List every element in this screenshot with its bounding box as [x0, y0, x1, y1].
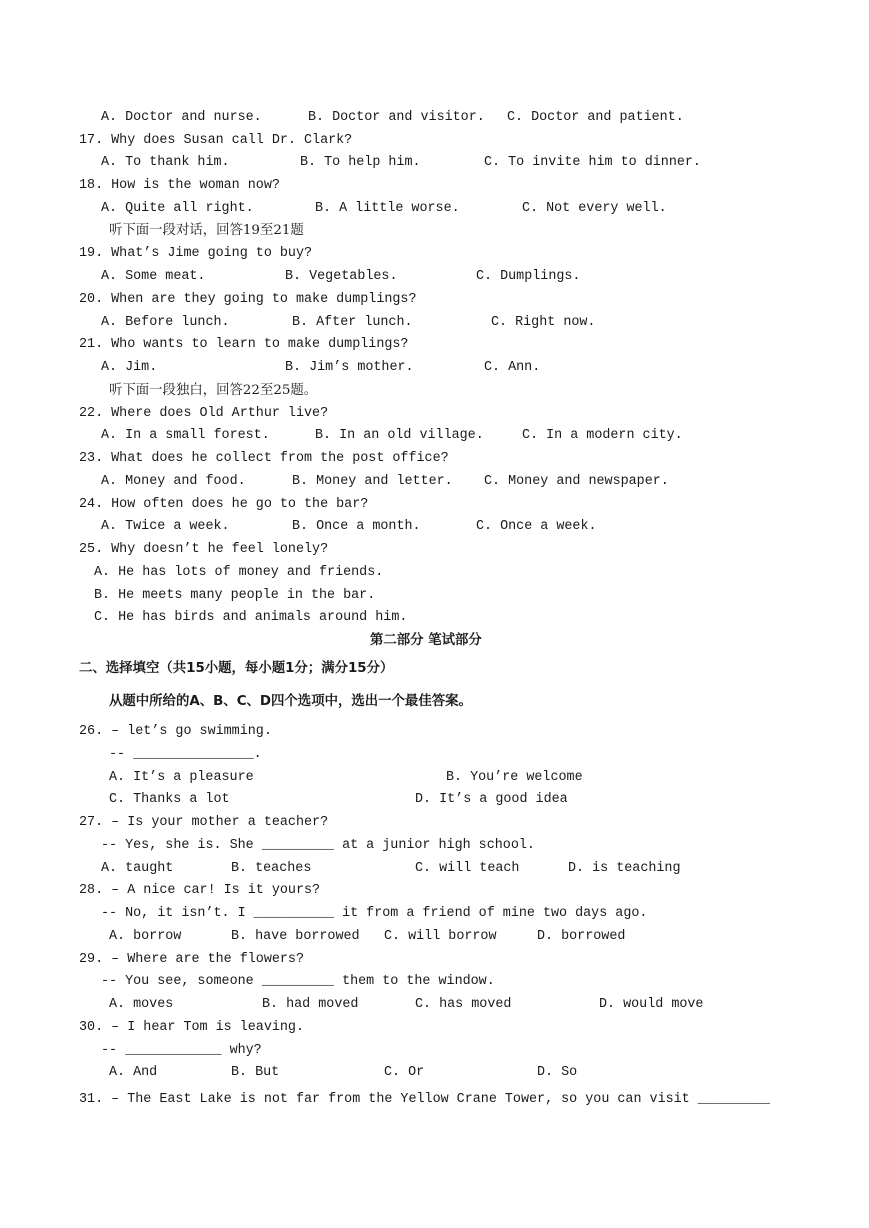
q28-option-b: B. have borrowed [231, 929, 360, 944]
q19-option-c: C. Dumplings. [476, 269, 581, 284]
q24-option-c: C. Once a week. [476, 519, 597, 534]
q20-option-b: B. After lunch. [292, 315, 413, 330]
q30-option-c: C. Or [384, 1065, 425, 1080]
q28-option-d: D. borrowed [537, 929, 626, 944]
q28-option-a: A. borrow [109, 929, 182, 944]
q18-option-c: C. Not every well. [522, 201, 667, 216]
q29-option-b: B. had moved [262, 997, 359, 1012]
q22-option-a: A. In a small forest. [101, 428, 270, 443]
q24-option-a: A. Twice a week. [101, 519, 230, 534]
q26-options-row2 [0, 792, 568, 856]
q26-option-b: B. You’re welcome [446, 770, 583, 785]
q27-option-a: A. taught [101, 861, 174, 876]
q22-option-c: C. In a modern city. [522, 428, 683, 443]
q20-option-a: A. Before lunch. [101, 315, 230, 330]
q21-option-c: C. Ann. [484, 360, 541, 375]
q22-option-b: B. In an old village. [315, 428, 484, 443]
q30-options [0, 1065, 578, 1161]
q24-options [0, 519, 597, 599]
q28-option-c: C. will borrow [384, 929, 497, 944]
q26-option-a: A. It’s a pleasure [109, 770, 254, 785]
q27-option-d: D. is teaching [568, 861, 681, 876]
exam-page: A. Doctor and nurse. B. Doctor and visitor. C. Doctor and patient. 17. Why does Susan call Dr. Clark? A. To thank him. B. To help him. C. To invite him to dinner. 18. How is the woman now? A. Quite all right. B. A little worse. C. Not every well. 听下面一段对话，回答19至21题 19. What’s Jime going to buy? A. Some meat. B. Vegetables. C. Dumplings. 20. When are they going to make dumplings? A. Before lunch. B. After lunch. C. Right now. 21. Who wants to learn to make dumplings? A. Jim. B. Jim’s mother. C. Ann. 听下面一段独白，回答22至25题。 22. Where does Old Arthur live? A. In a small forest. B. In an old village. C. In a modern city. 23. What does he collect from the post office? A. Money and food. B. Money and letter. C. Money and newspaper. 24. How often does he go to the bar? A. Twice a week. B. Once a month. C. Once a week. 25. Why doesn’t he feel lonely? A. He has lots of money and friends. B. He meets many people in the bar. C. He has birds and animals around him. 第二部分 笔试部分 二、选择填空（共15小题，每小题1分；满分15分） 从题中所给的A、B、C、D四个选项中，选出一个最佳答案。 26. – let’s go swimming. -- _______________. A. It’s a pleasure B. You’re welcome C. Thanks a lot D. It’s a good idea 27. – Is your mother a teacher? -- Yes, she is. She _________ at a junior high school. A. taught B. teaches C. will teach D. is teaching 28. – A nice car! Is it yours? -- No, it isn’t. I __________ it from a friend of mine two days ago. A. borrow B. have borrowed C. will borrow D. borrowed 29. – Where are the flowers? -- You see, someone _________ them to the window. A. moves B. had moved C. has moved D. would move 30. – I hear Tom is leaving. -- ____________ why? A. And B. But C. Or D. So 31. – The East Lake is not far from the Yellow Crane Tower, so you can visit _________ [0, 0, 869, 1228]
q29-option-c: C. has moved [415, 997, 512, 1012]
q16-option-c: C. Doctor and patient. [507, 110, 684, 125]
q30-option-a: A. And [109, 1065, 158, 1080]
q26-option-d: D. It’s a good idea [415, 792, 568, 807]
q23-option-c: C. Money and newspaper. [484, 474, 669, 489]
q19-option-b: B. Vegetables. [285, 269, 398, 284]
q29-option-a: A. moves [109, 997, 174, 1012]
q19-option-a: A. Some meat. [101, 269, 206, 284]
q29-option-d: D. would move [599, 997, 704, 1012]
q26-option-c: C. Thanks a lot [109, 792, 230, 807]
q30-option-b: B. But [231, 1065, 280, 1080]
q30-option-d: D. So [537, 1065, 578, 1080]
q18-option-a: A. Quite all right. [101, 201, 254, 216]
q23-option-a: A. Money and food. [101, 474, 246, 489]
q24-option-b: B. Once a month. [292, 519, 421, 534]
q16-option-a: A. Doctor and nurse. [101, 110, 262, 125]
q21-option-a: A. Jim. [101, 360, 158, 375]
q17-option-a: A. To thank him. [101, 155, 230, 170]
q23-option-b: B. Money and letter. [292, 474, 453, 489]
q17-option-c: C. To invite him to dinner. [484, 155, 701, 170]
q16-option-b: B. Doctor and visitor. [308, 110, 485, 125]
q27-option-b: B. teaches [231, 861, 312, 876]
q18-option-b: B. A little worse. [315, 201, 460, 216]
q27-option-c: C. will teach [415, 861, 520, 876]
q21-option-b: B. Jim’s mother. [285, 360, 414, 375]
q17-option-b: B. To help him. [300, 155, 421, 170]
q20-option-c: C. Right now. [491, 315, 596, 330]
